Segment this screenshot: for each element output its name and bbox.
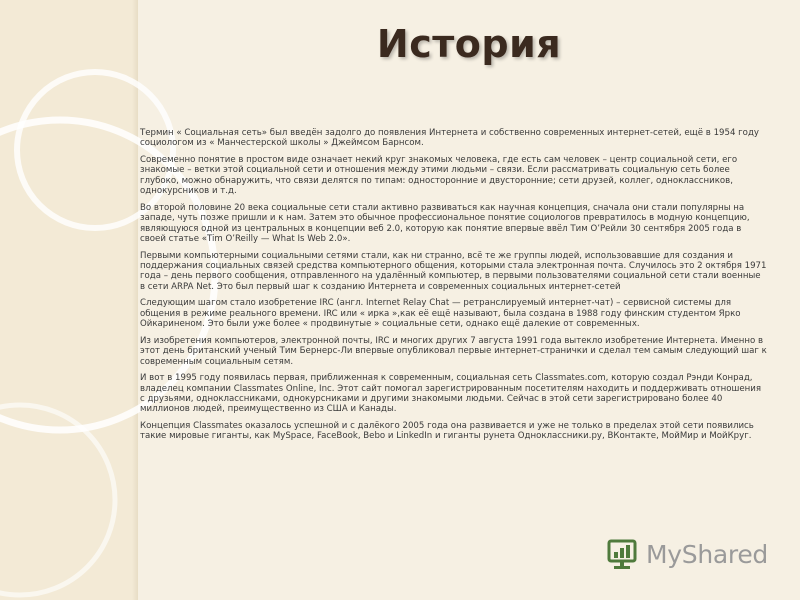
paragraph: Концепция Classmates оказалось успешной и с далёкого 2005 года она развивается и уже не только в пределах этой сети появились такие мировые гиганты, как MySpace, FaceBook, Bebo и LinkedIn и гиганты рунета Одноклассники.ру, ВКонтакте, МойМир и МойКруг. bbox=[140, 421, 754, 442]
slide-body bbox=[140, 128, 768, 448]
left-decor-band bbox=[0, 0, 138, 600]
myshared-logo-icon bbox=[606, 537, 642, 571]
logo-text: MyShared bbox=[646, 539, 768, 569]
paragraph: Следующим шагом стало изобретение IRC (англ. Internet Relay Chat — ретранслируемый интернет-чат) – сервисной системы для общения в режиме реального времени. IRC или « ирка »,как её ещё называют, была создана в 1988 году финским студентом Ярко Ойкариненом. Это были уже более « продвинутые » социальные сети, однако ещё далекие от современных. bbox=[140, 298, 741, 330]
paragraph: Из изобретения компьютеров, электронной почты, IRC и многих других 7 августа 1991 года вытекло изобретение Интернета. Именно в этот день британский ученый Тим Бернерс-Ли впервые опубликовал первые интернет-странички и сделал тем самым следующий шаг к современным социальным сетям. bbox=[140, 335, 767, 367]
slide-title: История bbox=[376, 22, 562, 66]
paragraph: Во второй половине 20 века социальные сети стали активно развиваться как научная концепция, сначала они стали популярны на западе, чуть позже пришли и к нам. Затем это обычное профессиональное понятие социологов превратилось в модную концепцию, являющуюся одной из центральных в концепции веб 2.0, которую как понятие впервые ввёл Тим О’Рейли 30 сентября 2005 года в своей статье «Tim O’Reilly — What Is Web 2.0». bbox=[140, 202, 750, 245]
myshared-logo[interactable] bbox=[606, 537, 768, 571]
paragraph: Термин « Социальная сеть» был введён задолго до появления Интернета и собственно современных интернет-сетей, ещё в 1954 году социологом из « Манчестерской школы » Джеймсом Барнсом. bbox=[140, 128, 759, 149]
paragraph: Первыми компьютерными социальными сетями стали, как ни странно, всё те же группы людей, использовавшие для создания и поддержания социальных связей средства компьютерного общения, которыми стала электронная почта. Случилось это 2 октября 1971 года – день первого сообщения, отправленного на удалённый компьютер, в первыми пользователями социальной сети стали военные в сети ARPA Net. Это был первый шаг к созданию Интернета и современных социальных интернет-сетей bbox=[140, 250, 767, 292]
paragraph: И вот в 1995 году появилась первая, приближенная к современным, социальная сеть Classmates.com, которую создал Рэнди Конрад, владелец компании Classmates Online, Inc. Этот сайт помогал зарегистрированным посетителям находить и поддерживать отношения с друзьями, одноклассниками, однокурсниками и другими знакомыми людьми. Сейчас в этой сети зарегистрировано более 40 миллионов людей, преимущественно из США и Канады. bbox=[140, 373, 762, 415]
paragraph: Современно понятие в простом виде означает некий круг знакомых человека, где есть сам человек – центр социальной сети, его знакомые – ветки этой социальной сети и отношения между этими людьми – связи. Если рассматривать социальную сеть более глубоко, можно обнаружить, что связи делятся по типам: односторонние и двусторонние; сети друзей, коллег, одноклассников, однокурсников и т.д. bbox=[140, 155, 738, 197]
